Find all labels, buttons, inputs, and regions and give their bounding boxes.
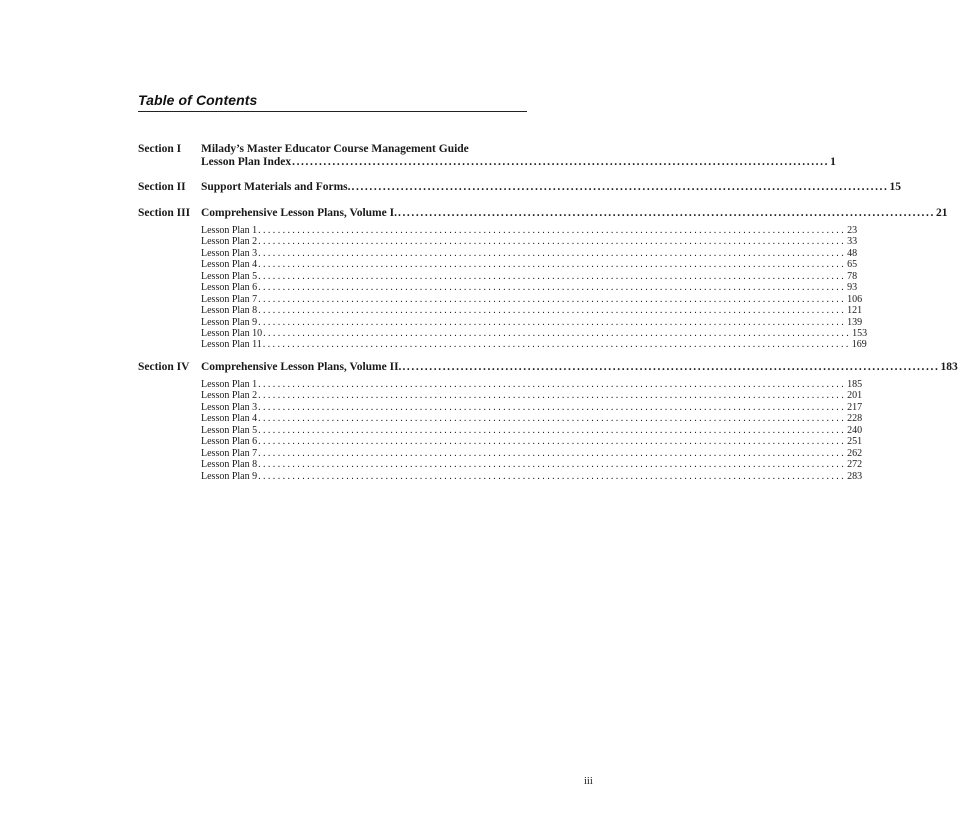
lesson-plan-page-number: 283 (847, 470, 863, 482)
lesson-plan-label: Lesson Plan 5 (201, 270, 258, 282)
dot-leader: ........................................................................................................................ (258, 447, 847, 459)
lesson-plan-label: Lesson Plan 7 (201, 447, 258, 459)
dot-leader: ........................................................................................................................ (258, 436, 847, 448)
section-entry[interactable] (201, 155, 836, 169)
lesson-plan-entry[interactable] (201, 236, 858, 248)
lesson-plan-label: Lesson Plan 8 (201, 305, 258, 317)
lesson-plan-entry[interactable] (201, 413, 863, 425)
title-rule (138, 111, 527, 112)
section-page-number: 21 (935, 207, 948, 219)
lesson-plan-page-number: 65 (847, 259, 858, 271)
lesson-plan-label: Lesson Plan 7 (201, 293, 258, 305)
dot-leader: ........................................................................................................................ (397, 207, 935, 219)
section-title: Comprehensive Lesson Plans, Volume II. (201, 361, 402, 373)
lesson-plan-label: Lesson Plan 9 (201, 316, 258, 328)
lesson-plan-entry[interactable] (201, 327, 868, 339)
lesson-plan-label: Lesson Plan 4 (201, 413, 258, 425)
lesson-plan-entry[interactable] (201, 436, 863, 448)
lesson-plan-page-number: 23 (847, 225, 858, 236)
dot-leader: ........................................................................................................................ (258, 259, 847, 271)
lesson-plan-label: Lesson Plan 2 (201, 236, 258, 248)
section-title-line: Milady’s Master Educator Course Management Guide (201, 143, 469, 155)
lesson-plan-page-number: 153 (852, 327, 868, 339)
lesson-plan-entry[interactable] (201, 459, 863, 471)
lesson-plan-list (201, 379, 863, 482)
section-heading (201, 207, 948, 220)
lesson-plan-label: Lesson Plan 3 (201, 401, 258, 413)
lesson-plan-page-number: 121 (847, 305, 863, 317)
section-entry[interactable] (201, 361, 958, 374)
lesson-plan-label: Lesson Plan 3 (201, 247, 258, 259)
lesson-plan-label: Lesson Plan 9 (201, 470, 258, 482)
dot-leader: ........................................................................................................................ (258, 316, 847, 328)
lesson-plan-entry[interactable] (201, 424, 863, 436)
dot-leader: ........................................................................................................................ (258, 305, 847, 317)
lesson-plan-page-number: 93 (847, 282, 858, 294)
dot-leader: ........................................................................................................................ (258, 390, 847, 402)
dot-leader: ........................................................................................................................ (258, 225, 847, 236)
lesson-plan-entry[interactable] (201, 305, 863, 317)
lesson-plan-list (201, 225, 868, 351)
section-page-number: 15 (889, 181, 901, 193)
section-page-number: 1 (830, 155, 836, 168)
lesson-plan-page-number: 48 (847, 247, 858, 259)
lesson-plan-label: Lesson Plan 5 (201, 424, 258, 436)
lesson-plan-page-number: 262 (847, 447, 863, 459)
section-label: Section IV (138, 361, 190, 373)
lesson-plan-page-number: 217 (847, 401, 863, 413)
section-title: Comprehensive Lesson Plans, Volume I. (201, 207, 397, 219)
dot-leader: ........................................................................................................................ (263, 327, 852, 339)
lesson-plan-label: Lesson Plan 4 (201, 259, 258, 271)
dot-leader: ........................................................................................................................ (258, 401, 847, 413)
lesson-plan-entry[interactable] (201, 379, 863, 390)
lesson-plan-page-number: 78 (847, 270, 858, 282)
dot-leader: ........................................................................................................................ (258, 270, 847, 282)
lesson-plan-entry[interactable] (201, 259, 858, 271)
dot-leader: ........................................................................................................................ (402, 361, 940, 373)
lesson-plan-entry[interactable] (201, 316, 863, 328)
lesson-plan-label: Lesson Plan 1 (201, 379, 258, 390)
dot-leader: ........................................................................................................................ (292, 155, 830, 168)
dot-leader: ........................................................................................................................ (258, 413, 847, 425)
page-number: iii (584, 776, 593, 787)
lesson-plan-label: Lesson Plan 1 (201, 225, 258, 236)
lesson-plan-label: Lesson Plan 6 (201, 282, 258, 294)
dot-leader: ........................................................................................................................ (258, 379, 847, 390)
section-page-number: 183 (940, 361, 958, 373)
lesson-plan-entry[interactable] (201, 282, 858, 294)
dot-leader: ........................................................................................................................ (258, 424, 847, 436)
dot-leader: ........................................................................................................................ (258, 459, 847, 471)
lesson-plan-entry[interactable] (201, 339, 867, 351)
lesson-plan-entry[interactable] (201, 470, 863, 482)
lesson-plan-entry[interactable] (201, 401, 863, 413)
dot-leader: ........................................................................................................................ (258, 293, 847, 305)
lesson-plan-page-number: 201 (847, 390, 863, 402)
lesson-plan-label: Lesson Plan 10 (201, 327, 263, 339)
lesson-plan-entry[interactable] (201, 293, 863, 305)
lesson-plan-page-number: 228 (847, 413, 863, 425)
lesson-plan-page-number: 139 (847, 316, 863, 328)
section-heading (201, 143, 836, 168)
lesson-plan-label: Lesson Plan 11 (201, 339, 262, 351)
lesson-plan-label: Lesson Plan 6 (201, 436, 258, 448)
lesson-plan-label: Lesson Plan 8 (201, 459, 258, 471)
lesson-plan-page-number: 33 (847, 236, 858, 248)
lesson-plan-entry[interactable] (201, 270, 858, 282)
section-label: Section II (138, 181, 186, 193)
section-title: Lesson Plan Index (201, 155, 292, 168)
dot-leader: ........................................................................................................................ (258, 282, 847, 294)
section-title: Support Materials and Forms. (201, 181, 351, 193)
lesson-plan-page-number: 185 (847, 379, 863, 390)
dot-leader: ........................................................................................................................ (258, 247, 847, 259)
dot-leader: ........................................................................................................................ (262, 339, 851, 351)
lesson-plan-page-number: 106 (847, 293, 863, 305)
lesson-plan-page-number: 240 (847, 424, 863, 436)
lesson-plan-entry[interactable] (201, 390, 863, 402)
section-entry[interactable] (201, 207, 948, 220)
dot-leader: ........................................................................................................................ (258, 470, 847, 482)
lesson-plan-entry[interactable] (201, 247, 858, 259)
lesson-plan-entry[interactable] (201, 447, 863, 459)
dot-leader: ........................................................................................................................ (258, 236, 847, 248)
dot-leader: ........................................................................................................................ (351, 181, 889, 193)
section-label: Section I (138, 143, 182, 155)
lesson-plan-page-number: 272 (847, 459, 863, 471)
lesson-plan-page-number: 169 (851, 339, 867, 351)
section-heading (201, 361, 958, 374)
lesson-plan-entry[interactable] (201, 225, 858, 236)
lesson-plan-page-number: 251 (847, 436, 863, 448)
page-title: Table of Contents (138, 92, 258, 108)
section-entry[interactable] (201, 181, 901, 194)
lesson-plan-label: Lesson Plan 2 (201, 390, 258, 402)
section-heading (201, 181, 901, 194)
section-label: Section III (138, 207, 191, 219)
